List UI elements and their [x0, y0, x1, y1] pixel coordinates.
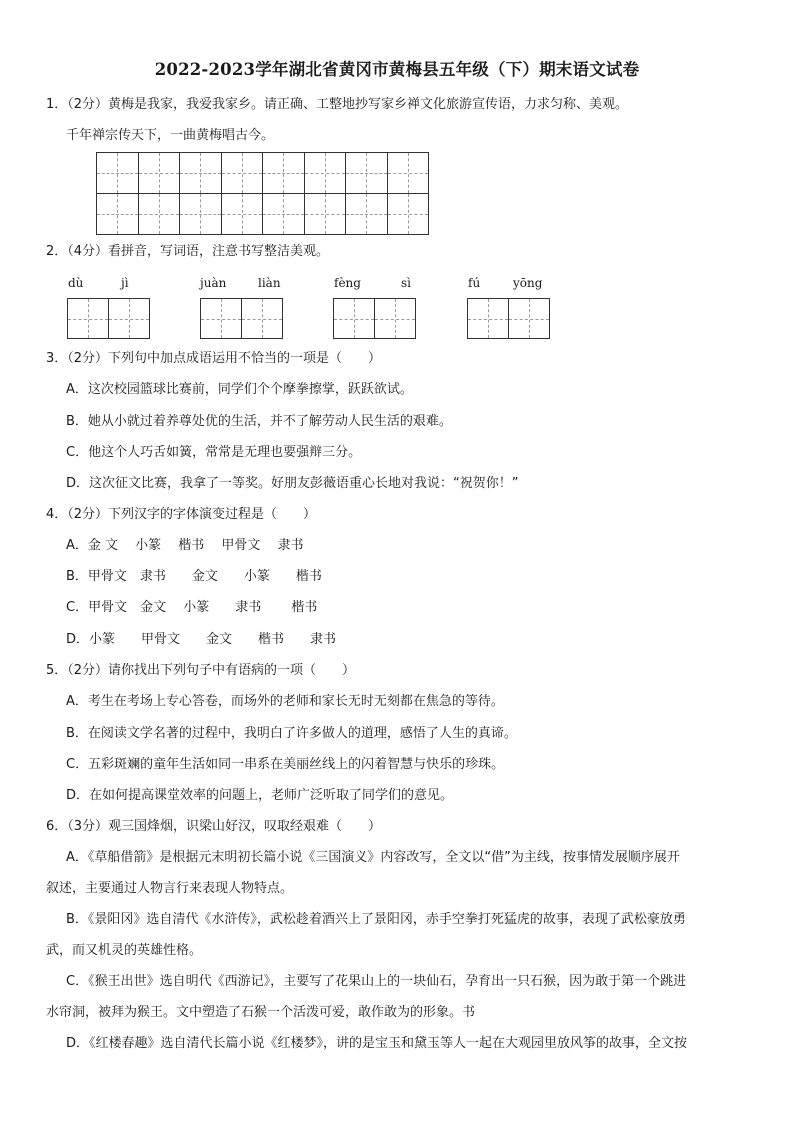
answer-box[interactable]: [67, 298, 150, 339]
grid-cell[interactable]: [305, 194, 347, 235]
q3-option-a[interactable]: A．这次校园篮球比赛前，同学们个个摩拳擦掌，跃跃欲试。: [66, 382, 413, 397]
grid-cell[interactable]: [346, 194, 388, 235]
q6-stem: 6．（3分）观三国烽烟，识梁山好汉，叹取经艰难（ ）: [46, 819, 382, 834]
q1-copy-text: 千年禅宗传天下，一曲黄梅唱古今。: [66, 128, 275, 143]
grid-cell[interactable]: [346, 153, 388, 194]
q2-stem: 2．（4分）看拼音，写词语，注意书写整洁美观。: [46, 244, 330, 259]
grid-cell[interactable]: [263, 153, 305, 194]
grid-cell[interactable]: [97, 194, 139, 235]
q4-option-d[interactable]: D．小篆 甲骨文 金文 楷书 隶书: [66, 632, 337, 647]
q6-option-a-line2[interactable]: 叙述，主要通过人物言行来表现人物特点。: [46, 881, 294, 896]
q6-option-c-line1[interactable]: C．《猴王出世》选自明代《西游记》，主要写了花果山上的一块仙石，孕育出一只石猴，因为敢于第一个跳进: [66, 974, 687, 989]
q4-option-a[interactable]: A．金 文 小篆 楷书 甲骨文 隶书: [66, 538, 304, 553]
q6-option-d-line1[interactable]: D．《红楼春趣》选自清代长篇小说《红楼梦》，讲的是宝玉和黛玉等人一起在大观园里放风筝的故事，全文按: [66, 1036, 688, 1051]
grid-cell[interactable]: [201, 299, 242, 338]
answer-box[interactable]: [467, 298, 550, 339]
grid-cell[interactable]: [334, 299, 375, 338]
pinyin-syllable: sì: [401, 276, 411, 290]
q5-stem: 5．（2分）请你找出下列句子中有语病的一项（ ）: [46, 663, 356, 678]
q4-option-c[interactable]: C．甲骨文 金文 小篆 隶书 楷书: [66, 600, 318, 615]
grid-cell[interactable]: [468, 299, 509, 338]
q4-stem: 4．（2分）下列汉字的字体演变过程是（ ）: [46, 507, 317, 522]
grid-cell[interactable]: [242, 299, 283, 338]
grid-cell[interactable]: [222, 153, 264, 194]
grid-cell[interactable]: [509, 299, 550, 338]
pinyin-syllable: yōng: [513, 276, 543, 290]
pinyin-syllable: fú: [468, 276, 481, 290]
answer-box[interactable]: [200, 298, 283, 339]
q5-option-d[interactable]: D．在如何提高课堂效率的问题上，老师广泛听取了同学们的意见。: [66, 788, 454, 803]
grid-cell[interactable]: [388, 194, 430, 235]
q6-option-b-line1[interactable]: B．《景阳冈》选自清代《水浒传》，武松趁着酒兴上了景阳冈，赤手空拳打死猛虎的故事，表现了武松豪放勇: [66, 912, 686, 927]
q6-option-a-line1[interactable]: A．《草船借箭》是根据元末明初长篇小说《三国演义》内容改写，全文以“借”为主线，按事情发展顺序展开: [66, 850, 680, 865]
grid-cell[interactable]: [263, 194, 305, 235]
q3-option-b[interactable]: B．她从小就过着养尊处优的生活，并不了解劳动人民生活的艰难。: [66, 414, 452, 429]
grid-cell[interactable]: [388, 153, 430, 194]
q1-stem: 1．（2分）黄梅是我家，我爱我家乡。请正确、工整地抄写家乡禅文化旅游宣传语，力求匀称、美观。: [46, 97, 629, 112]
q3-option-c[interactable]: C．他这个人巧舌如簧，常常是无理也要强辩三分。: [66, 445, 362, 460]
q6-option-c-line2[interactable]: 水帘洞，被拜为猴王。文中塑造了石猴一个活泼可爱，敢作敢为的形象。书: [46, 1005, 476, 1020]
grid-cell[interactable]: [139, 194, 181, 235]
grid-cell[interactable]: [305, 153, 347, 194]
q1-writing-grid[interactable]: [96, 152, 429, 235]
q5-option-c[interactable]: C．五彩斑斓的童年生活如同一串系在美丽丝线上的闪着智慧与快乐的珍珠。: [66, 757, 505, 772]
pinyin-syllable: jì: [121, 276, 129, 290]
pinyin-syllable: dù: [68, 276, 84, 290]
grid-cell[interactable]: [68, 299, 109, 338]
grid-cell[interactable]: [97, 153, 139, 194]
q3-stem: 3．（2分）下列句中加点成语运用不恰当的一项是（ ）: [46, 351, 382, 366]
grid-cell[interactable]: [180, 153, 222, 194]
grid-cell[interactable]: [375, 299, 416, 338]
q4-option-b[interactable]: B．甲骨文 隶书 金文 小篆 楷书: [66, 569, 322, 584]
exam-title: 2022-2023学年湖北省黄冈市黄梅县五年级（下）期末语文试卷: [154, 60, 640, 79]
q5-option-b[interactable]: B．在阅读文学名著的过程中，我明白了许多做人的道理，感悟了人生的真谛。: [66, 726, 517, 741]
grid-cell[interactable]: [180, 194, 222, 235]
pinyin-syllable: juàn: [200, 276, 227, 290]
pinyin-syllable: fèng: [334, 276, 361, 290]
q3-option-d[interactable]: D．这次征文比赛，我拿了一等奖。好朋友彭薇语重心长地对我说：“祝贺你！”: [66, 476, 519, 491]
grid-cell[interactable]: [139, 153, 181, 194]
q5-option-a[interactable]: A．考生在考场上专心答卷，而场外的老师和家长无时无刻都在焦急的等待。: [66, 694, 504, 709]
pinyin-syllable: liàn: [258, 276, 281, 290]
grid-cell[interactable]: [109, 299, 150, 338]
q6-option-b-line2[interactable]: 武，而又机灵的英雄性格。: [46, 943, 203, 958]
grid-cell[interactable]: [222, 194, 264, 235]
answer-box[interactable]: [333, 298, 416, 339]
